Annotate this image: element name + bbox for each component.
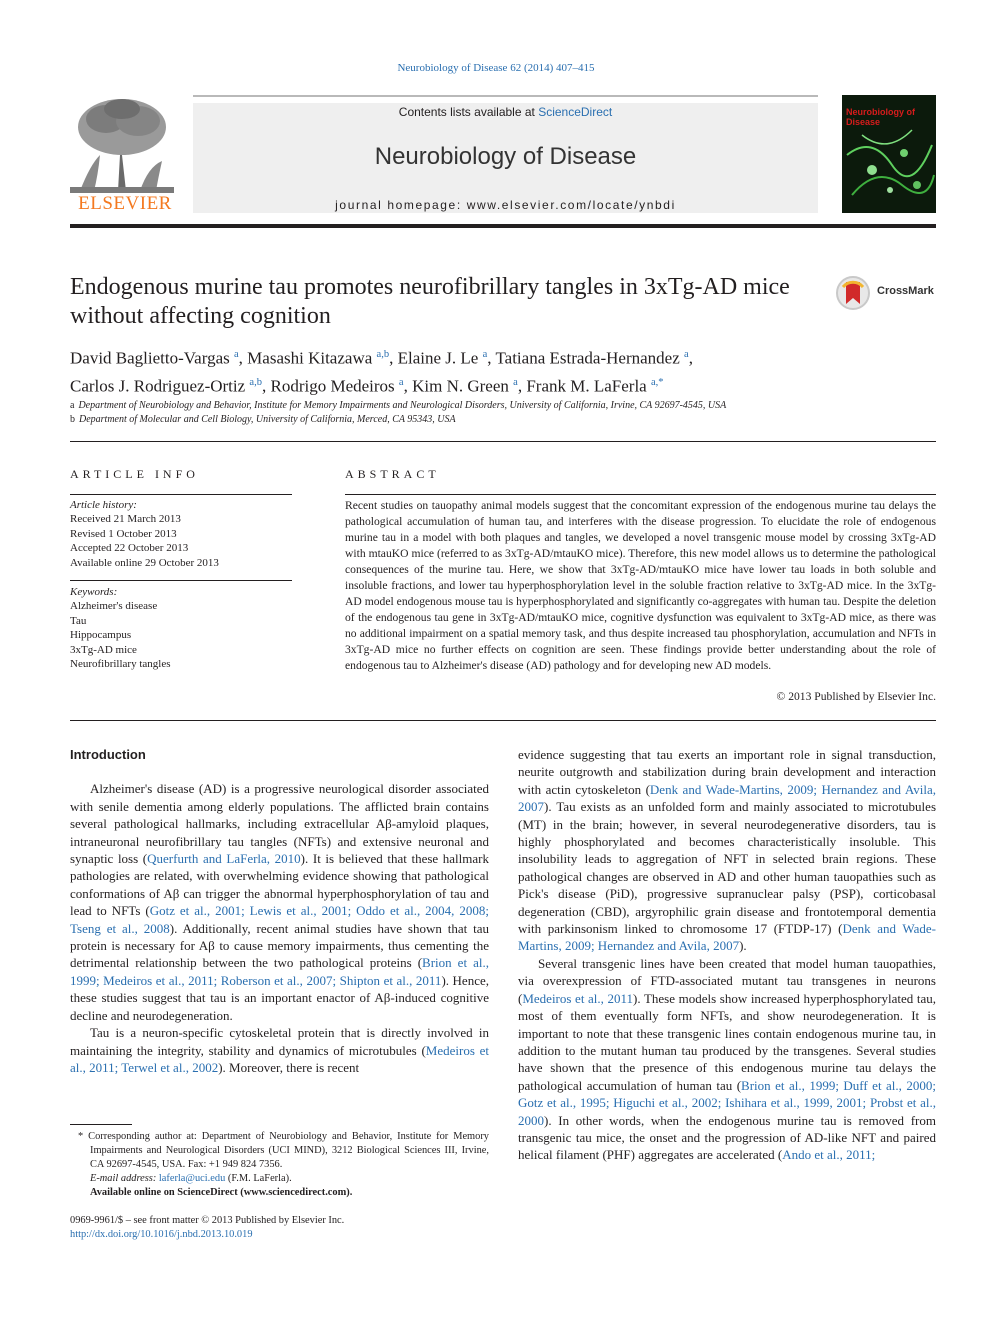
paragraph-text: evidence suggesting that tau exerts an important role in signal transduction, neurite outgrowth and stabilization during brain development and interaction with actin cytoskeleton ( (518, 747, 936, 797)
author-affiliation-mark[interactable]: a (398, 376, 404, 388)
footnotes (70, 1130, 489, 1200)
citation-link[interactable]: Denk and Wade-Martins, 2009; Hernandez and Avila, 2007 (518, 921, 937, 954)
abstract-heading: ABSTRACT (345, 467, 440, 481)
citation-link[interactable]: Medeiros et al., 2011 (522, 990, 634, 1006)
author-name: Carlos J. Rodriguez-Ortiz (70, 376, 246, 396)
homepage-url[interactable]: www.elsevier.com/locate/ynbdi (466, 198, 676, 212)
affiliation-rule (70, 441, 936, 442)
journal-homepage (193, 198, 818, 212)
email-note (70, 1172, 489, 1186)
citation-link[interactable]: Medeiros et al., 2011; Terwel et al., 2002 (70, 1042, 489, 1075)
history-online: Available online 29 October 2013 (70, 556, 219, 569)
crossmark-label: CrossMark (877, 285, 934, 297)
email-link[interactable]: laferla@uci.edu (158, 1173, 226, 1184)
paragraph-text: Alzheimer's disease (AD) is a progressive neurological disorder associated with senile dementia among elderly populations. The afflicted brain contains several pathological hallmarks, including extracellular Aβ-amyloid plaques, intraneuronal neurofibrillary tau tangles (NFTs) and extensive neuronal and synaptic loss ( (70, 781, 489, 867)
elsevier-wordmark: ELSEVIER (78, 193, 172, 214)
paragraph-text: ). In other words, when the endogenous murine tau is removed from transgenic tau mice, the onset and the progression of AD-like NFT and paired helical filament (PHF) aggregates are accelerated ( (518, 1112, 936, 1163)
citation-link[interactable]: Brion et al., 1999; Medeiros et al., 2011; Roberson et al., 2007; Shipton et al., 2011 (70, 955, 489, 988)
paragraph-text: ). Moreover, there is recent (218, 1059, 360, 1075)
article-info-rule (70, 494, 292, 495)
keywords-label: Keywords: (70, 586, 118, 598)
citation-link[interactable]: Denk and Wade-Martins, 2009; Hernandez and Avila, 2007 (518, 781, 936, 815)
author-name: Rodrigo Medeiros (270, 376, 395, 396)
author-affiliation-mark[interactable]: a (684, 349, 689, 360)
paragraph-text: Several transgenic lines have been created that model human tauopathies, via overexpression of FTD-associated mutant tau transgenes in neurons ( (518, 955, 936, 1006)
keyword-item: Neurofibrillary tangles (70, 658, 171, 671)
author-affiliation-mark[interactable]: a,b (376, 349, 390, 360)
author-affiliation-mark[interactable]: a (482, 349, 488, 360)
body-column-left (70, 746, 489, 1076)
citation-link[interactable]: Brion et al., 1999; Duff et al., 2000; Gotz et al., 1995; Higuchi et al., 2002; Ishihara et al., 1999, 2001; Probst et al., 2000 (518, 1077, 936, 1128)
crossmark-badge[interactable] (835, 275, 945, 311)
citation-link[interactable]: Ando et al., 2011; (782, 1147, 876, 1163)
author-name: Masashi Kitazawa (247, 348, 373, 368)
contents-prefix: Contents lists available at (398, 105, 539, 119)
intro-paragraph-3 (518, 746, 936, 955)
paragraph-text: ). It is believed that these hallmark pathologies are related, with overwhelming evidence showing that pathological conformations of Aβ can trigger the abnormal hyperphosphorylation of tau and lead to NFTs ( (70, 851, 489, 919)
crossmark-icon (835, 275, 871, 311)
email-label: E-mail address: (90, 1173, 157, 1184)
history-accepted: Accepted 22 October 2013 (70, 542, 189, 555)
body-column-right (518, 746, 936, 1164)
history-revised: Revised 1 October 2013 (70, 527, 177, 540)
header-rule (70, 224, 936, 228)
author-name: Elaine J. Le (397, 348, 479, 368)
journal-cover (842, 95, 936, 213)
affiliation-item: b Department of Molecular and Cell Biology, University of California, Merced, CA 95343, USA (70, 414, 456, 425)
author-affiliation-mark[interactable]: a (233, 349, 239, 360)
keyword-item: Tau (70, 614, 87, 627)
citation-link[interactable]: Querfurth and LaFerla, 2010 (147, 851, 301, 867)
front-matter (70, 1214, 489, 1242)
abstract-bottom-rule (70, 720, 936, 721)
history-received: Received 21 March 2013 (70, 513, 181, 526)
history-label: Article history: (70, 499, 137, 511)
elsevier-logo (70, 95, 180, 215)
elsevier-tree-icon (70, 95, 174, 193)
journal-reference[interactable]: Neurobiology of Disease 62 (2014) 407–415 (397, 62, 595, 74)
author-name: David Baglietto-Vargas (70, 348, 230, 368)
intro-paragraph-1 (70, 780, 489, 1024)
keywords-rule (70, 580, 292, 581)
article-history (70, 498, 292, 570)
author-affiliation-mark[interactable]: a,* (650, 376, 664, 388)
author-name: Frank M. LaFerla (526, 376, 647, 396)
homepage-prefix: journal homepage: (335, 198, 467, 212)
author-name: Kim N. Green (412, 376, 509, 396)
abstract-text: Recent studies on tauopathy animal models suggest that the concomitant expression of the endogenous murine tau delays the pathological accumulation of human tau, and interferes with the disease progression. To elucidate the role of endogenous murine tau in a model with both plaques and tangles, we developed a novel transgenic mouse model by crossing 3xTg-AD with mtauKO mice (referred to as 3xTg-AD/mtauKO mice). Therefore, this new model allows us to determine the pathological consequences of the murine tau. Here, we show that 3xTg-AD/mtauKO mice have lower tau loads in both soluble and insoluble fractions, and lower tau hyperphosphorylation level in the soluble fraction relative to 3xTg-AD mice. In the 3xTg-AD model endogenous mouse tau is hyperphosphorylated and significantly co-aggregates with human tau. Despite the deletion of the endogenous tau gene in 3xTg-AD/mtauKO mice, cognitive dysfunction was equivalent to 3xTg-AD mice, as there was no additional impairment on a spatial memory task, and thus despite increased tau phosphorylation, accumulation and NFTs in 3xTg-AD mice no further effects on cognition are seen. These findings provide better understanding about the role of endogenous tau to Alzheimer's disease (AD) pathology and for developing new AD models. (345, 499, 936, 672)
affiliations (70, 399, 930, 427)
intro-paragraph-4 (518, 955, 936, 1164)
author-affiliation-mark[interactable]: a (513, 376, 518, 388)
contents-availability (193, 105, 818, 119)
author-name: Tatiana Estrada-Hernandez (495, 348, 680, 368)
keywords (70, 585, 292, 671)
corresponding-author-note: * Corresponding author at: Department of Neurobiology and Behavior, Institute for Memory Impairments and Neurological Disorders (UCI MIND), 3212 Biological Sciences III, Irvine, CA 92697-4545, USA. Fax: +1 949 824 7356. (78, 1131, 489, 1170)
paragraph-text: Tau is a neuron-specific cytoskeletal protein that is directly involved in maintaining the integrity, stability and dynamics of microtubules ( (70, 1025, 489, 1058)
keyword-item: 3xTg-AD mice (70, 643, 137, 656)
email-suffix: (F.M. LaFerla). (225, 1173, 292, 1184)
sciencedirect-link[interactable]: ScienceDirect (538, 105, 613, 119)
paragraph-text: ). (739, 938, 747, 954)
paragraph-text: ). Additionally, recent animal studies have shown that tau protein is necessary for Aβ to cause memory impairments, thus cementing the detrimental relationship between the two pathological proteins ( (70, 920, 489, 971)
paragraph-text: ). Hence, these studies suggest that tau is an important enactor of Aβ-induced cognitive decline and neurodegeneration. (70, 972, 489, 1023)
paragraph-text: ). These models show increased hyperphosphorylated tau, most of them eventually form NFTs, and show neurodegeneration. It is important to note that these transgenic lines contain endogenous murine tau, in addition to the mutant human tau produced by the transgenes. Several studies have shown that the presence of this endogenous murine tau delays the pathological accumulation of human tau ( (518, 990, 936, 1093)
abstract-rule (345, 494, 936, 495)
keyword-item: Hippocampus (70, 629, 132, 642)
masthead-top-rule (193, 95, 818, 97)
issn-line: 0969-9961/$ – see front matter © 2013 Published by Elsevier Inc. (70, 1215, 345, 1226)
abstract-copyright: © 2013 Published by Elsevier Inc. (776, 690, 936, 703)
author-list: David Baglietto-Vargas $^a$, Masashi Kitazawa $^{a,b}$, Elaine J. Le $^a$, Tatiana Estrada-Hernandez $^a$, Carlos J. Rodriguez-Ortiz $^{a,b}$, Rodrigo Medeiros $^a$, Kim N. Green $^a$, Frank M. LaFerla $^{a,*}$ (70, 348, 693, 396)
article-title: Endogenous murine tau promotes neurofibrillary tangles in 3xTg-AD mice without affecting cognition (70, 274, 790, 329)
citation-link[interactable]: Gotz et al., 2001; Lewis et al., 2001; Oddo et al., 2004, 2008; Tseng et al., 2008 (70, 903, 489, 936)
author-affiliation-mark[interactable]: a,b (249, 376, 262, 388)
introduction-heading: Introduction (70, 747, 146, 762)
journal-name: Neurobiology of Disease (374, 143, 637, 170)
cover-title: Neurobiology of Disease (846, 107, 915, 127)
intro-paragraph-2 (70, 1024, 489, 1076)
article-info-heading: ARTICLE INFO (70, 467, 199, 481)
footnote-rule (70, 1124, 132, 1125)
affiliation-item: a Department of Neurobiology and Behavior, Institute for Memory Impairments and Neurological Disorders, University of California, Irvine, CA 92697-4545, USA (70, 400, 727, 411)
paragraph-text: ). Tau exists as an unfolded form and mainly associated to microtubules (MT) in the brain; however, in several neurodegenerative disorders, tau is highly phosphorylated and becomes characteristically insoluble. This insolubility leads to aggregation of NFT in selected brain regions. These pathological changes are observed in AD and other human tauopathies such as Pick's disease (PiD), progressive supranuclear palsy (PSP), corticobasal degeneration (CBD), argyrophilic grain disease and frontotemporal dementia with parkinsonism linked to chromosome 17 (FTDP-17) ( (518, 799, 936, 937)
sciencedirect-note: Available online on ScienceDirect (www.sciencedirect.com). (90, 1187, 353, 1198)
doi-link[interactable]: http://dx.doi.org/10.1016/j.nbd.2013.10.019 (70, 1229, 253, 1240)
keyword-item: Alzheimer's disease (70, 600, 158, 613)
